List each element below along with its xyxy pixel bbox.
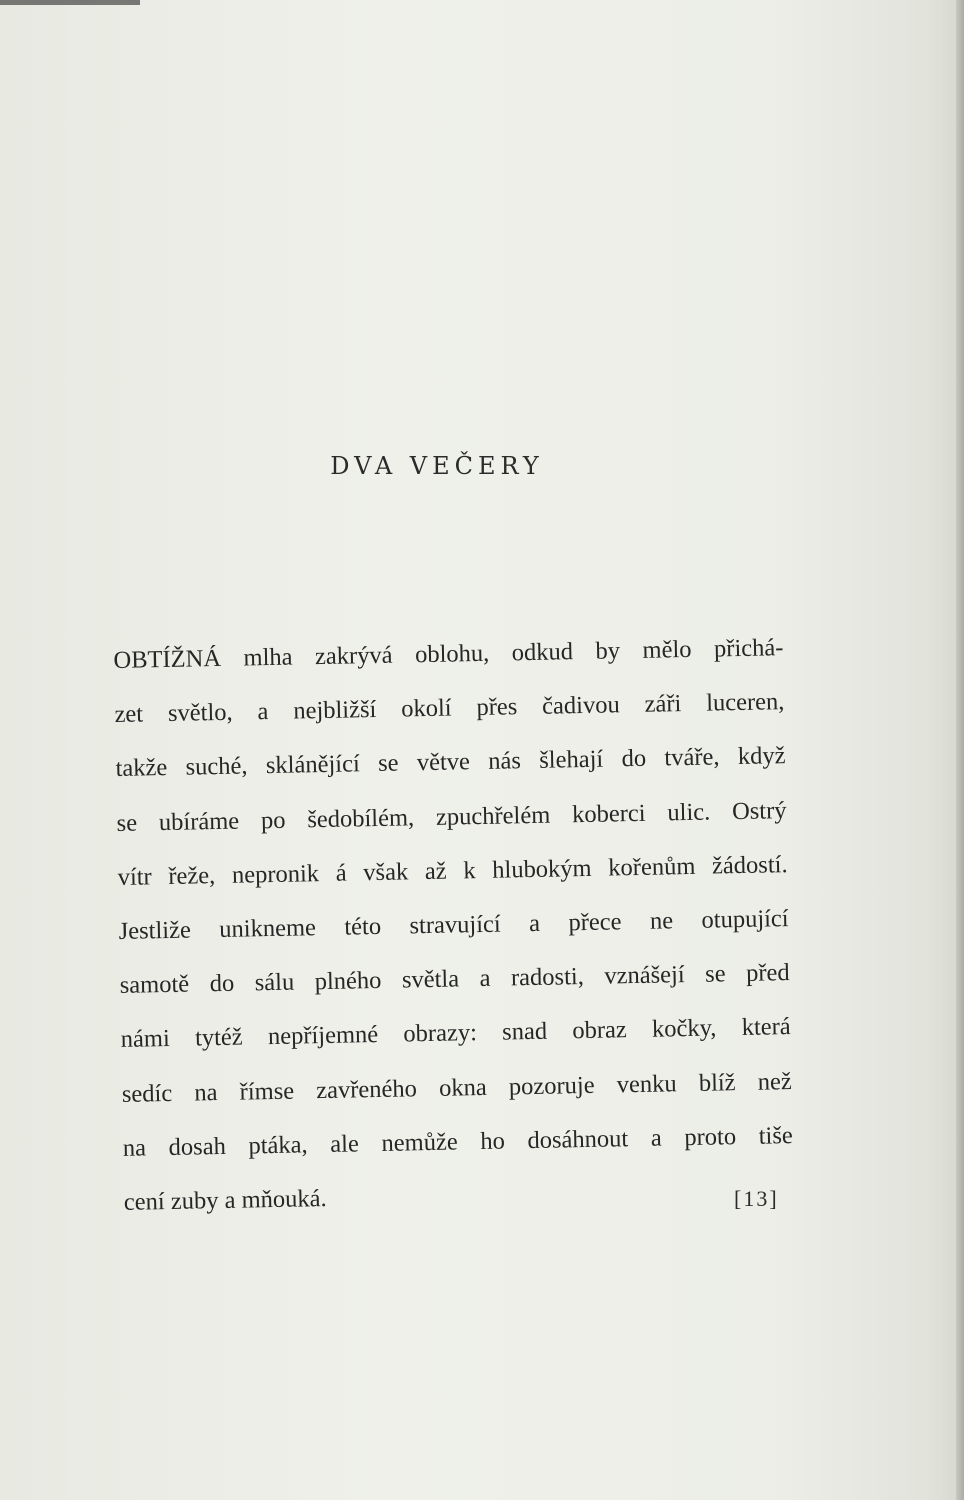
text-line: zet světlo, a nejbližší okolí přes čadivou záři luceren, <box>114 688 785 729</box>
body-paragraph <box>113 621 794 1230</box>
text-line: se ubíráme po šedobílém, zpuchřelém koberci ulic. Ostrý <box>116 796 787 837</box>
page-number: [13] <box>734 1186 779 1211</box>
chapter-title: DVA VEČERY <box>330 452 544 480</box>
text-line: sedíc na římse zavřeného okna pozoruje venku blíž než <box>121 1067 792 1108</box>
text-line: na dosah ptáka, ale nemůže ho dosáhnout a proto tiše <box>122 1121 794 1162</box>
text-line: samotě do sálu plného světla a radosti, vznášejí se před <box>119 959 790 1000</box>
page-top-edge <box>0 0 140 5</box>
text-line: takže suché, sklánějící se větve nás šlehají do tváře, když <box>115 742 786 783</box>
text-line: vítr řeže, nepronik á však až k hlubokým kořenům žádostí. <box>117 850 788 891</box>
text-line: cení zuby a mňouká. <box>123 1185 327 1216</box>
text-line: OBTÍŽNÁ mlha zakrývá oblohu, odkud by mělo přichá- <box>113 634 784 674</box>
page-right-edge <box>956 0 964 1500</box>
text-line: Jestliže unikneme této stravující a přece ne otupující <box>118 905 789 945</box>
text-line: námi tytéž nepříjemné obrazy: snad obraz kočky, která <box>120 1013 791 1054</box>
